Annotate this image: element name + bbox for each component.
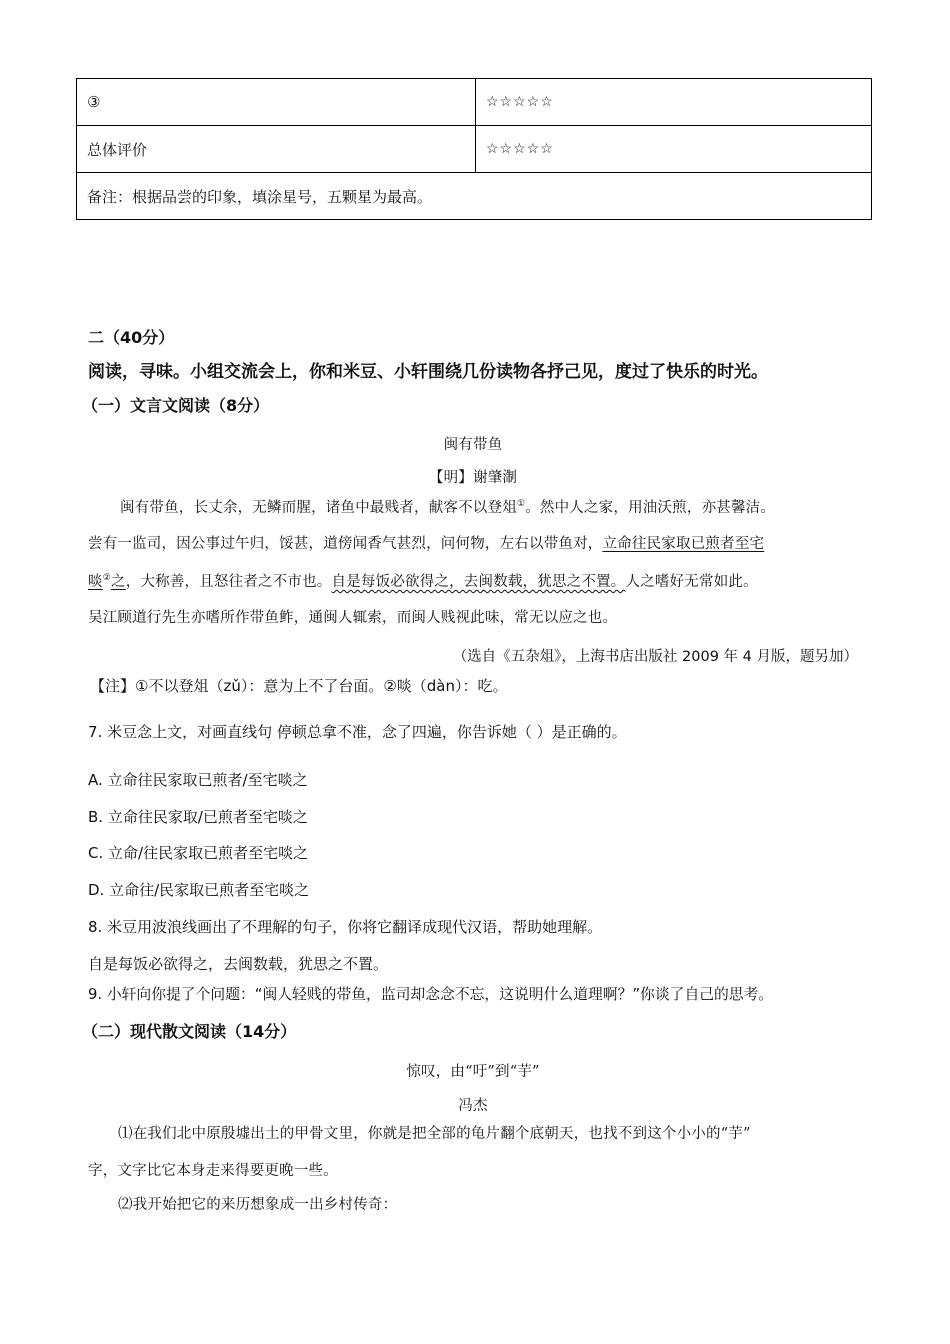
part2-heading: （二）现代散文阅读（14分） (82, 1022, 297, 1041)
text: 人之嗜好无常如此。 (625, 573, 758, 590)
option-a: A. 立命往民家取已煎者/至宅啖之 (88, 771, 308, 789)
essay-title: 惊叹，由“吁”到“芋” (406, 1064, 540, 1080)
text: ，大称善，且怒往者之不市也。 (125, 573, 332, 590)
option-d: D. 立命往/民家取已煎者至宅啖之 (88, 881, 310, 899)
star-rating[interactable]: ☆☆☆☆☆ (476, 79, 872, 126)
underlined-sentence: 之 (110, 573, 126, 590)
wavy-sentence: 自是每饭必欲得之，去闽数载，犹思之不置。 (331, 573, 626, 590)
table-row (77, 126, 872, 173)
section-intro: 阅读，寻味。小组交流会上，你和米豆、小轩围绕几份读物各抒己见，度过了快乐的时光。 (88, 362, 768, 382)
essay-line: 字，文字比它本身走来得要更晚一些。 (88, 1163, 338, 1179)
text: 闽有带鱼，长丈余，无鳞而腥，诸鱼中最贱者，献客不以登俎 (120, 499, 517, 516)
passage-notes: 【注】①不以登俎（zǔ）：意为上不了台面。②啖（dàn）：吃。 (90, 677, 508, 695)
row-label: 总体评价 (77, 126, 476, 173)
passage-title: 闽有带鱼 (443, 437, 503, 453)
passage-author: 【明】谢肇淛 (428, 470, 518, 486)
table-note: 备注：根据品尝的印象，填涂星号，五颗星为最高。 (77, 173, 872, 220)
essay-paragraph: ⑵我开始把它的来历想象成一出乡村传奇： (118, 1197, 398, 1213)
underlined-sentence: 啖 (88, 573, 103, 590)
star-rating[interactable]: ☆☆☆☆☆ (476, 126, 872, 173)
option-b: B. 立命往民家取/已煎者至宅啖之 (88, 808, 308, 826)
table-row (77, 173, 872, 220)
question-7: 7. 米豆念上文，对画直线句 停顿总拿不准，念了四遍，你告诉她（ ）是正确的。 (88, 723, 627, 741)
section-heading: 二（40分） (88, 328, 175, 347)
table-row (77, 79, 872, 126)
option-c: C. 立命/往民家取已煎者至宅啖之 (88, 844, 309, 862)
text: 。然中人之家，用油沃煎，亦甚馨洁。 (525, 499, 776, 516)
passage-line (88, 574, 758, 589)
rating-table (76, 78, 872, 220)
row-label: ③ (77, 79, 476, 126)
passage-paragraph (120, 500, 775, 515)
part1-heading: （一）文言文阅读（8分） (82, 396, 270, 415)
passage-source: （选自《五杂俎》，上海书店出版社 2009 年 4 月版，题另加） (452, 649, 858, 665)
essay-paragraph: ⑴在我们北中原殷墟出土的甲骨文里，你就是把全部的龟片翻个底朝天，也找不到这个小小的“芋” (118, 1126, 751, 1142)
footnote-mark: ① (516, 499, 526, 509)
footnote-mark: ② (102, 573, 111, 583)
passage-line: 吴江顾道行先生亦嗜所作带鱼鲊，通闽人辄索，而闽人贱视此味，常无以应之也。 (88, 610, 618, 626)
question-8: 8. 米豆用波浪线画出了不理解的句子，你将它翻译成现代汉语，帮助她理解。 (88, 918, 603, 936)
question-9: 9. 小轩向你提了个问题：“闽人轻贱的带鱼，监司却念念不忘，这说明什么道理啊？”你谈了自己的思考。 (88, 986, 774, 1003)
essay-author: 冯杰 (458, 1098, 488, 1114)
passage-line (88, 537, 764, 552)
text: 尝有一监司，因公事过午归，馁甚，道傍闻香气甚烈，问何物，左右以带鱼对， (88, 536, 603, 552)
underlined-sentence: 立命往民家取已煎者至宅 (602, 536, 765, 552)
question-8-sentence: 自是每饭必欲得之，去闽数载，犹思之不置。 (88, 955, 389, 973)
